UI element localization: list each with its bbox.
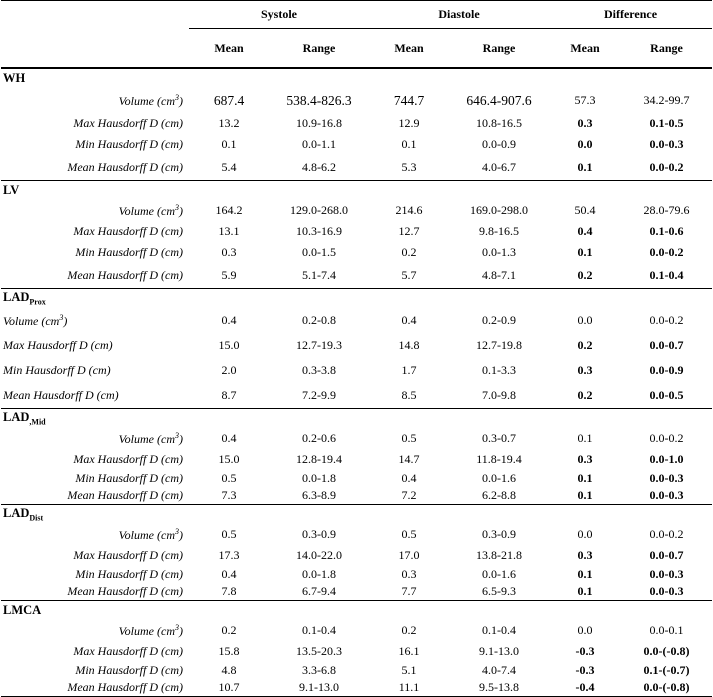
table-row	[1, 383, 712, 409]
row-label: Min Hausdorff D (cm)	[75, 137, 183, 151]
systole-range-cell: 0.1-0.4	[302, 623, 336, 637]
table-row	[1, 113, 712, 134]
row-label-suffix: )	[179, 203, 183, 218]
row-label: Mean Hausdorff D (cm)	[67, 160, 183, 174]
diastole-range-cell: 10.8-16.5	[476, 116, 522, 130]
row-label-suffix: )	[179, 431, 183, 446]
systole-range-cell: 0.3-3.8	[302, 363, 336, 377]
section-name: LMCA	[3, 603, 42, 617]
systole-mean-cell: 164.2	[215, 203, 243, 217]
systole-range-cell: 538.4-826.3	[286, 92, 352, 108]
section-name-subscript: Dist	[29, 513, 44, 523]
diastole-mean-cell: 14.8	[398, 338, 420, 352]
difference-range-cell: 0.0-(-0.8)	[621, 679, 712, 697]
diastole-mean-cell: 0.5	[401, 431, 417, 445]
section-name: LAD	[3, 410, 30, 425]
systole-range-cell: 0.2-0.6	[302, 431, 336, 445]
difference-mean-cell: 0.3	[577, 116, 593, 130]
section-header-row	[1, 289, 712, 309]
row-label: Max Hausdorff D (cm)	[73, 644, 183, 658]
diastole-mean-cell: 0.2	[401, 623, 417, 637]
table-row	[1, 428, 712, 449]
diastole-range-cell: 646.4-907.6	[466, 92, 532, 108]
systole-mean-cell: 0.1	[221, 137, 237, 151]
header-difference: Difference	[549, 1, 712, 29]
diastole-mean-cell: 7.2	[401, 488, 417, 502]
difference-range-cell: 0.0-0.2	[649, 160, 684, 174]
table-row	[1, 134, 712, 155]
difference-range-cell: 0.0-0.9	[649, 363, 684, 377]
diastole-range-cell: 9.8-16.5	[479, 224, 519, 238]
systole-range-cell: 10.3-16.9	[296, 224, 342, 238]
systole-range-cell: 3.3-6.8	[302, 663, 336, 677]
row-label: Min Hausdorff D (cm)	[75, 471, 183, 485]
diastole-mean-cell: 11.1	[369, 679, 449, 697]
header-diastole: Diastole	[369, 1, 549, 29]
difference-range-cell: 0.0-0.2	[649, 313, 684, 327]
table-row	[1, 308, 712, 333]
diastole-range-cell: 11.8-19.4	[476, 452, 522, 466]
diastole-range-cell: 13.8-21.8	[476, 548, 522, 562]
difference-mean-cell: 0.2	[577, 338, 593, 352]
systole-range-cell: 5.1-7.4	[302, 268, 336, 282]
table-row	[1, 358, 712, 383]
table-row	[1, 524, 712, 545]
diastole-range-cell: 4.8-7.1	[482, 268, 516, 282]
systole-range-cell: 0.3-0.9	[302, 527, 336, 541]
diastole-range-cell: 9.1-13.0	[479, 644, 519, 658]
section-name: WH	[3, 71, 26, 85]
systole-mean-cell: 15.0	[218, 338, 240, 352]
section-header-row	[1, 68, 712, 88]
difference-mean-cell: 0.1	[577, 471, 593, 485]
systole-mean-cell: 17.3	[218, 548, 240, 562]
difference-mean-cell: 0.4	[577, 224, 593, 238]
diastole-mean-cell: 12.7	[398, 224, 420, 238]
diastole-mean-cell: 5.1	[401, 663, 417, 677]
row-label: Volume (cm	[118, 623, 175, 638]
header-row-phases	[1, 1, 712, 29]
row-label: Max Hausdorff D (cm)	[3, 338, 113, 352]
systole-range-cell: 7.2-9.9	[302, 388, 336, 402]
diastole-range-cell: 4.0-7.4	[482, 663, 516, 677]
section-name-subscript: ,Mid	[29, 417, 46, 427]
diastole-mean-cell: 12.9	[398, 116, 420, 130]
difference-mean-cell: 0.1	[577, 584, 593, 598]
difference-mean-cell: 0.2	[577, 388, 593, 402]
diastole-mean-cell: 214.6	[395, 203, 423, 217]
diastole-range-cell: 0.2-0.9	[482, 313, 516, 327]
difference-range-cell: 0.0-0.7	[649, 338, 684, 352]
row-label: Volume (cm	[118, 527, 175, 542]
difference-mean-cell: 0.0	[577, 623, 593, 637]
table-row	[1, 583, 712, 601]
row-label-superscript: 3	[59, 312, 64, 322]
row-label: Mean Hausdorff D (cm)	[67, 488, 183, 502]
systole-mean-cell: 4.8	[221, 663, 237, 677]
table-row	[1, 155, 712, 181]
diastole-mean-cell: 0.4	[401, 313, 417, 327]
diastole-mean-cell: 0.5	[401, 527, 417, 541]
diastole-range-cell: 169.0-298.0	[470, 203, 528, 217]
row-label-suffix: )	[179, 93, 183, 108]
systole-range-cell: 12.8-19.4	[296, 452, 342, 466]
table-row	[1, 88, 712, 113]
systole-mean-cell: 0.4	[221, 567, 237, 581]
row-label-suffix: )	[63, 313, 68, 328]
systole-mean-cell: 2.0	[221, 363, 237, 377]
diastole-range-cell: 4.0-6.7	[482, 160, 516, 174]
diastole-range-cell: 0.1-0.4	[482, 623, 516, 637]
difference-range-cell: 0.1-0.4	[649, 268, 684, 282]
difference-mean-cell: 0.0	[577, 137, 593, 151]
row-label: Min Hausdorff D (cm)	[75, 567, 183, 581]
diastole-mean-cell: 744.7	[393, 92, 425, 108]
table-row	[1, 333, 712, 358]
table-row	[1, 545, 712, 566]
diastole-range-cell: 6.2-8.8	[482, 488, 516, 502]
difference-range-cell: 0.0-0.3	[649, 567, 684, 581]
table-row	[1, 566, 712, 583]
table-row	[1, 470, 712, 487]
difference-mean-cell: -0.3	[575, 663, 595, 677]
systole-mean-cell: 13.1	[218, 224, 240, 238]
diastole-range-cell: 0.1-3.3	[482, 363, 516, 377]
systole-mean-cell: 0.4	[221, 313, 237, 327]
row-label: Mean Hausdorff D (cm)	[67, 268, 183, 282]
systole-range-cell: 13.5-20.3	[296, 644, 342, 658]
row-label: Min Hausdorff D (cm)	[75, 663, 183, 677]
difference-mean-cell: -0.4	[549, 679, 621, 697]
table-row	[1, 221, 712, 242]
difference-range-cell: 34.2-99.7	[643, 93, 690, 107]
diastole-mean-cell: 5.7	[401, 268, 417, 282]
table-row	[1, 449, 712, 470]
section-name: LAD	[3, 290, 30, 305]
table-row	[1, 200, 712, 221]
systole-range-cell: 0.0-1.8	[302, 471, 336, 485]
difference-range-cell: 0.0-(-0.8)	[643, 644, 690, 658]
header-row-stats	[1, 29, 712, 69]
table-row	[1, 242, 712, 263]
difference-range-cell: 0.1-0.5	[649, 116, 684, 130]
difference-range-cell: 0.0-0.3	[649, 584, 684, 598]
difference-range-cell: 0.0-0.5	[649, 388, 684, 402]
hausdorff-table	[1, 0, 712, 697]
difference-mean-cell: 0.0	[577, 313, 593, 327]
row-label-suffix: )	[179, 623, 183, 638]
row-label-suffix: )	[179, 527, 183, 542]
row-label-superscript: 3	[175, 622, 179, 632]
difference-mean-cell: 0.3	[577, 363, 593, 377]
row-label-superscript: 3	[175, 430, 179, 440]
header-mean: Mean	[189, 29, 269, 69]
header-systole: Systole	[189, 1, 369, 29]
row-label: Min Hausdorff D (cm)	[3, 363, 111, 377]
systole-mean-cell: 10.7	[189, 679, 269, 697]
difference-mean-cell: 50.4	[574, 203, 596, 217]
diastole-mean-cell: 7.7	[401, 584, 417, 598]
header-mean: Mean	[369, 29, 449, 69]
systole-mean-cell: 7.8	[221, 584, 237, 598]
row-label: Mean Hausdorff D (cm)	[67, 584, 183, 598]
row-label-superscript: 3	[175, 526, 179, 536]
section-name-subscript: Prox	[29, 297, 46, 307]
difference-range-cell: 0.1-(-0.7)	[643, 663, 690, 677]
header-range: Range	[269, 29, 369, 69]
diastole-range-cell: 12.7-19.8	[476, 338, 522, 352]
section-header-row	[1, 505, 712, 525]
diastole-range-cell: 0.0-1.6	[482, 567, 516, 581]
systole-mean-cell: 7.3	[221, 488, 237, 502]
systole-range-cell: 6.7-9.4	[302, 584, 336, 598]
difference-mean-cell: 0.1	[577, 245, 593, 259]
systole-mean-cell: 0.2	[221, 623, 237, 637]
difference-mean-cell: 0.3	[577, 548, 593, 562]
difference-mean-cell: 0.1	[577, 488, 593, 502]
diastole-range-cell: 0.0-0.9	[482, 137, 516, 151]
table-row	[1, 662, 712, 679]
difference-range-cell: 0.0-0.3	[649, 137, 684, 151]
systole-mean-cell: 5.9	[221, 268, 237, 282]
section-name: LV	[3, 183, 20, 197]
diastole-mean-cell: 1.7	[401, 363, 417, 377]
table-row	[1, 679, 712, 697]
diastole-mean-cell: 8.5	[401, 388, 417, 402]
difference-mean-cell: 0.2	[577, 268, 593, 282]
systole-mean-cell: 0.5	[221, 471, 237, 485]
difference-mean-cell: -0.3	[575, 644, 595, 658]
difference-range-cell: 0.0-0.2	[649, 527, 684, 541]
difference-range-cell: 0.0-1.0	[649, 452, 684, 466]
row-label: Volume (cm	[118, 93, 175, 108]
row-label: Max Hausdorff D (cm)	[73, 116, 183, 130]
diastole-mean-cell: 14.7	[398, 452, 420, 466]
diastole-range-cell: 0.3-0.9	[482, 527, 516, 541]
systole-range-cell: 12.7-19.3	[296, 338, 342, 352]
diastole-mean-cell: 17.0	[398, 548, 420, 562]
difference-mean-cell: 0.1	[577, 567, 593, 581]
difference-range-cell: 0.0-0.2	[649, 245, 684, 259]
systole-mean-cell: 0.4	[221, 431, 237, 445]
row-label: Volume (cm	[3, 313, 60, 328]
systole-range-cell: 10.9-16.8	[296, 116, 342, 130]
diastole-mean-cell: 0.3	[401, 567, 417, 581]
systole-range-cell: 4.8-6.2	[302, 160, 336, 174]
diastole-range-cell: 0.0-1.3	[482, 245, 516, 259]
difference-range-cell: 0.0-0.2	[649, 431, 684, 445]
systole-range-cell: 0.0-1.5	[302, 245, 336, 259]
diastole-range-cell: 0.3-0.7	[482, 431, 516, 445]
row-label: Mean Hausdorff D (cm)	[67, 680, 183, 694]
row-label: Mean Hausdorff D (cm)	[3, 388, 119, 402]
difference-range-cell: 0.0-0.3	[649, 488, 684, 502]
systole-mean-cell: 15.0	[218, 452, 240, 466]
row-label: Max Hausdorff D (cm)	[73, 548, 183, 562]
row-label: Min Hausdorff D (cm)	[75, 245, 183, 259]
systole-range-cell: 0.0-1.8	[302, 567, 336, 581]
row-label-superscript: 3	[175, 92, 179, 102]
header-range: Range	[621, 29, 712, 69]
systole-mean-cell: 0.5	[221, 527, 237, 541]
diastole-range-cell: 7.0-9.8	[482, 388, 516, 402]
systole-mean-cell: 5.4	[221, 160, 237, 174]
difference-mean-cell: 57.3	[574, 93, 596, 107]
section-name: LAD	[3, 506, 30, 521]
difference-mean-cell: 0.3	[577, 452, 593, 466]
row-label: Max Hausdorff D (cm)	[73, 452, 183, 466]
difference-mean-cell: 0.1	[577, 431, 593, 445]
difference-range-cell: 0.0-0.1	[649, 623, 684, 637]
difference-range-cell: 0.0-0.7	[649, 548, 684, 562]
table-row	[1, 620, 712, 641]
difference-mean-cell: 0.1	[577, 160, 593, 174]
systole-mean-cell: 13.2	[218, 116, 240, 130]
systole-range-cell: 9.1-13.0	[269, 679, 369, 697]
difference-range-cell: 28.0-79.6	[643, 203, 690, 217]
systole-mean-cell: 0.3	[221, 245, 237, 259]
systole-mean-cell: 8.7	[221, 388, 237, 402]
systole-range-cell: 0.2-0.8	[302, 313, 336, 327]
header-mean: Mean	[549, 29, 621, 69]
table-row	[1, 263, 712, 289]
section-header-row	[1, 181, 712, 201]
systole-range-cell: 0.0-1.1	[302, 137, 336, 151]
header-range: Range	[449, 29, 549, 69]
diastole-mean-cell: 16.1	[398, 644, 420, 658]
systole-range-cell: 129.0-268.0	[290, 203, 348, 217]
systole-mean-cell: 687.4	[213, 92, 245, 108]
difference-range-cell: 0.1-0.6	[649, 224, 684, 238]
difference-range-cell: 0.0-0.3	[649, 471, 684, 485]
row-label: Volume (cm	[118, 431, 175, 446]
difference-mean-cell: 0.0	[577, 527, 593, 541]
diastole-mean-cell: 5.3	[401, 160, 417, 174]
systole-range-cell: 14.0-22.0	[296, 548, 342, 562]
diastole-range-cell: 0.0-1.6	[482, 471, 516, 485]
diastole-range-cell: 6.5-9.3	[482, 584, 516, 598]
systole-range-cell: 6.3-8.9	[302, 488, 336, 502]
row-label: Max Hausdorff D (cm)	[73, 224, 183, 238]
section-header-row	[1, 601, 712, 621]
table-row	[1, 641, 712, 662]
section-header-row	[1, 409, 712, 429]
row-label-superscript: 3	[175, 202, 179, 212]
diastole-mean-cell: 0.1	[401, 137, 417, 151]
systole-mean-cell: 15.8	[218, 644, 240, 658]
table-row	[1, 487, 712, 505]
diastole-mean-cell: 0.2	[401, 245, 417, 259]
row-label: Volume (cm	[118, 203, 175, 218]
diastole-range-cell: 9.5-13.8	[449, 679, 549, 697]
diastole-mean-cell: 0.4	[401, 471, 417, 485]
